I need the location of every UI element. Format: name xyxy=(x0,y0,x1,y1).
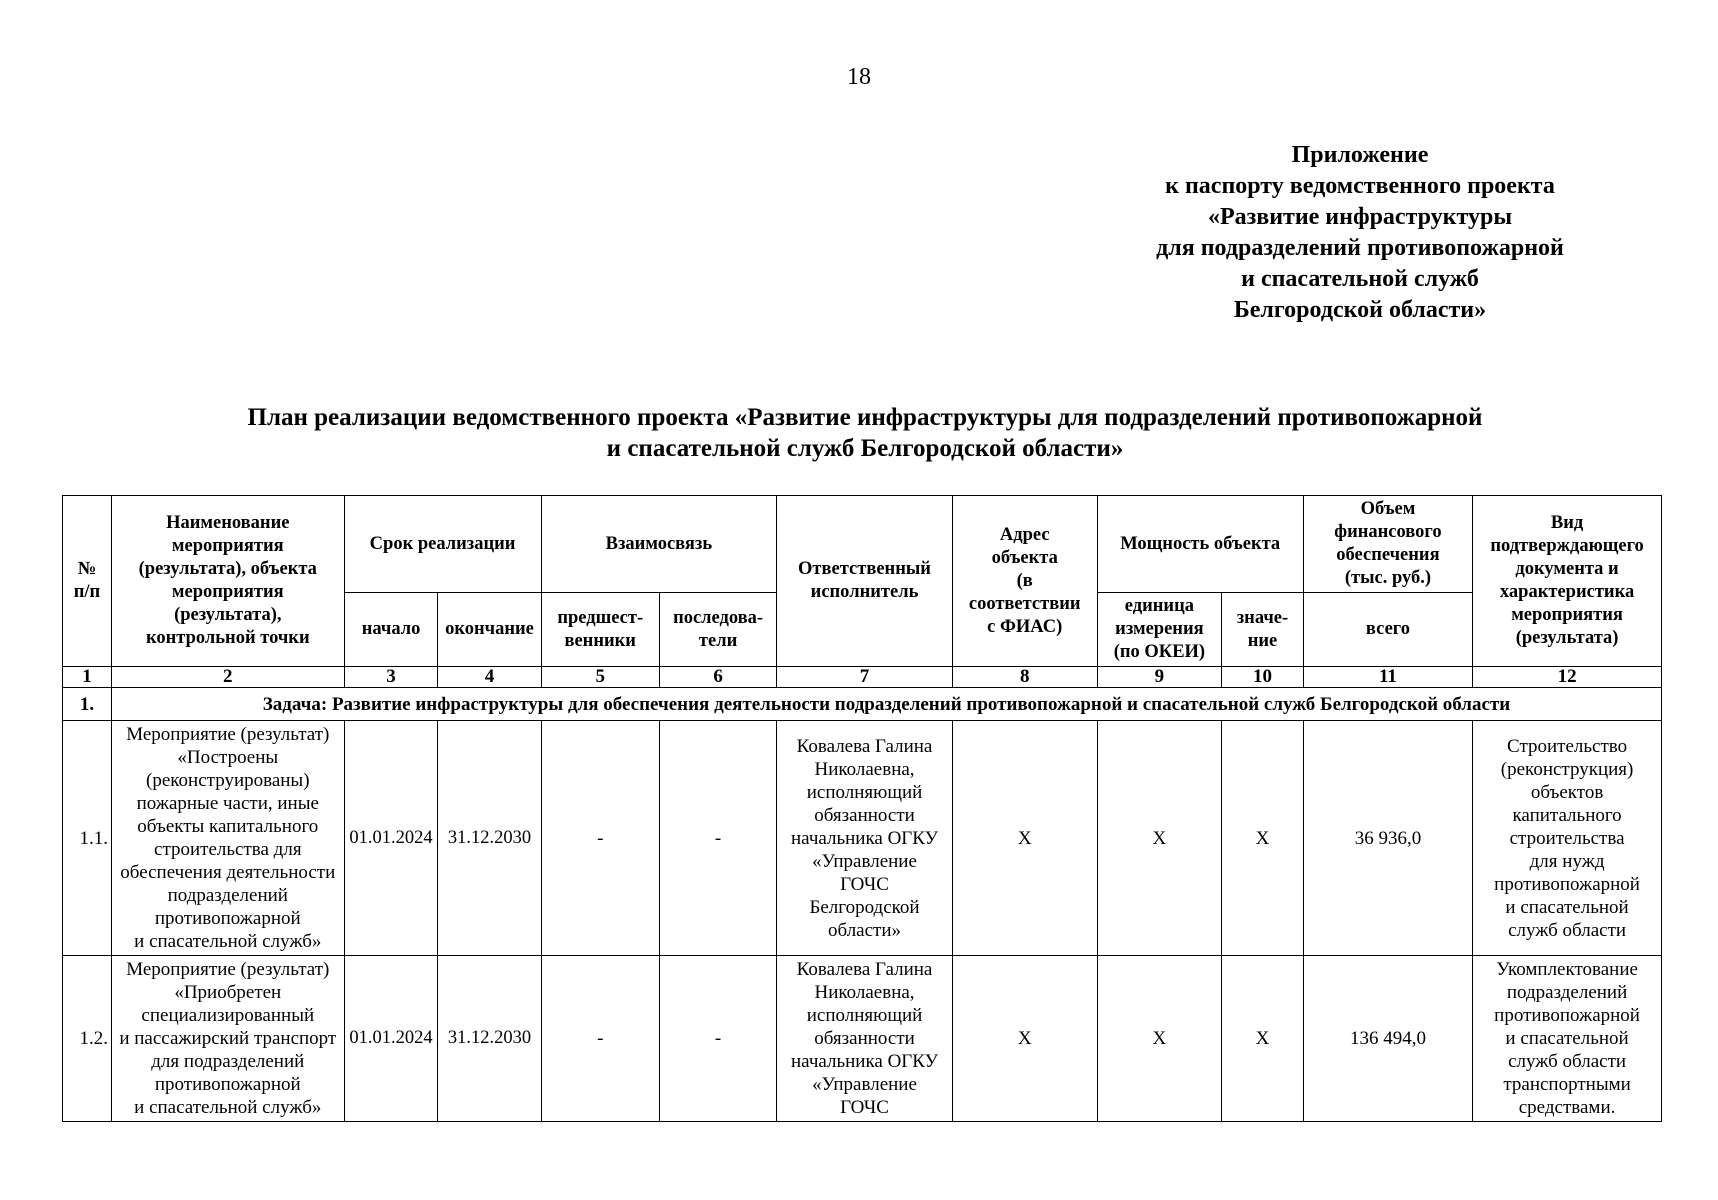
column-number: 7 xyxy=(777,667,953,688)
appendix-line: и спасательной служб xyxy=(1241,266,1479,292)
table-row xyxy=(63,956,1662,1122)
header-term-end: окончание xyxy=(438,593,541,667)
row-end: 31.12.2030 xyxy=(438,721,541,956)
header-link: Взаимосвязь xyxy=(541,496,777,593)
column-number: 2 xyxy=(111,667,344,688)
column-number: 1 xyxy=(63,667,112,688)
header-term-start: начало xyxy=(344,593,438,667)
row-name: Мероприятие (результат) «Построены (реконструированы) пожарные части, иные объекты капитального строительства для обеспечения деятельности подразделений противопожарной и спасательной служб» xyxy=(111,721,344,956)
column-number: 5 xyxy=(541,667,659,688)
row-prev: - xyxy=(541,721,659,956)
task-row xyxy=(63,688,1662,721)
header-capacity: Мощность объекта xyxy=(1097,496,1303,593)
row-document: Строительство (реконструкция) объектов капитального строительства для нужд противопожарной и спасательной служб области xyxy=(1473,721,1662,956)
task-num: 1. xyxy=(63,688,112,721)
row-unit: X xyxy=(1097,721,1221,956)
appendix-line: Белгородской области» xyxy=(1233,297,1487,323)
column-number: 10 xyxy=(1222,667,1304,688)
header-term: Срок реализации xyxy=(344,496,541,593)
header-document: Вид подтверждающего документа и характеристика мероприятия (результата) xyxy=(1473,496,1662,667)
row-num: 1.1. xyxy=(63,721,112,956)
row-executor: Ковалева Галина Николаевна, исполняющий обязанности начальника ОГКУ «Управление ГОЧС Белгородской области» xyxy=(777,721,953,956)
row-next: - xyxy=(659,721,776,956)
row-executor: Ковалева Галина Николаевна, исполняющий обязанности начальника ОГКУ «Управление ГОЧС xyxy=(777,956,953,1122)
header-address: Адрес объекта (в соответствии с ФИАС) xyxy=(952,496,1097,667)
row-num: 1.2. xyxy=(63,956,112,1122)
row-start: 01.01.2024 xyxy=(344,956,438,1122)
table-row xyxy=(63,721,1662,956)
column-number: 4 xyxy=(438,667,541,688)
column-number-row xyxy=(63,667,1662,688)
row-end: 31.12.2030 xyxy=(438,956,541,1122)
task-text: Задача: Развитие инфраструктуры для обеспечения деятельности подразделений противопожарной и спасательной служб Белгородской области xyxy=(111,688,1661,721)
plan-title xyxy=(150,402,1580,464)
row-prev: - xyxy=(541,956,659,1122)
header-capacity-value: значе- ние xyxy=(1222,593,1304,667)
plan-title-line: План реализации ведомственного проекта «Развитие инфраструктуры для подразделений противопожарной xyxy=(247,404,1483,431)
header-capacity-unit: единица измерения (по ОКЕИ) xyxy=(1097,593,1221,667)
appendix-line: к паспорту ведомственного проекта xyxy=(1165,173,1555,199)
row-unit: X xyxy=(1097,956,1221,1122)
column-number: 3 xyxy=(344,667,438,688)
row-address: X xyxy=(952,956,1097,1122)
header-finance: Объем финансового обеспечения (тыс. руб.) xyxy=(1303,496,1472,593)
appendix-heading xyxy=(1120,140,1600,326)
column-number: 6 xyxy=(659,667,776,688)
appendix-line: Приложение xyxy=(1291,142,1429,168)
column-number: 12 xyxy=(1473,667,1662,688)
row-value: X xyxy=(1222,721,1304,956)
header-executor: Ответственный исполнитель xyxy=(777,496,953,667)
page-number: 18 xyxy=(847,64,871,90)
row-next: - xyxy=(659,956,776,1122)
header-link-prev: предшест- венники xyxy=(541,593,659,667)
column-number: 8 xyxy=(952,667,1097,688)
column-number: 9 xyxy=(1097,667,1221,688)
plan-table xyxy=(62,495,1662,1122)
header-name: Наименование мероприятия (результата), объекта мероприятия (результата), контрольной точки xyxy=(111,496,344,667)
column-number: 11 xyxy=(1303,667,1472,688)
row-start: 01.01.2024 xyxy=(344,721,438,956)
header-link-next: последова- тели xyxy=(659,593,776,667)
header-num: № п/п xyxy=(63,496,112,667)
row-address: X xyxy=(952,721,1097,956)
appendix-line: «Развитие инфраструктуры xyxy=(1207,204,1513,230)
row-value: X xyxy=(1222,956,1304,1122)
header-finance-total: всего xyxy=(1303,593,1472,667)
header-row xyxy=(63,496,1662,593)
row-name: Мероприятие (результат) «Приобретен специализированный и пассажирский транспорт для подразделений противопожарной и спасательной служб» xyxy=(111,956,344,1122)
row-total: 36 936,0 xyxy=(1303,721,1472,956)
appendix-line: для подразделений противопожарной xyxy=(1156,235,1564,261)
row-document: Укомплектование подразделений противопожарной и спасательной служб области транспортными средствами. xyxy=(1473,956,1662,1122)
plan-title-line: и спасательной служб Белгородской области» xyxy=(606,435,1124,462)
row-total: 136 494,0 xyxy=(1303,956,1472,1122)
